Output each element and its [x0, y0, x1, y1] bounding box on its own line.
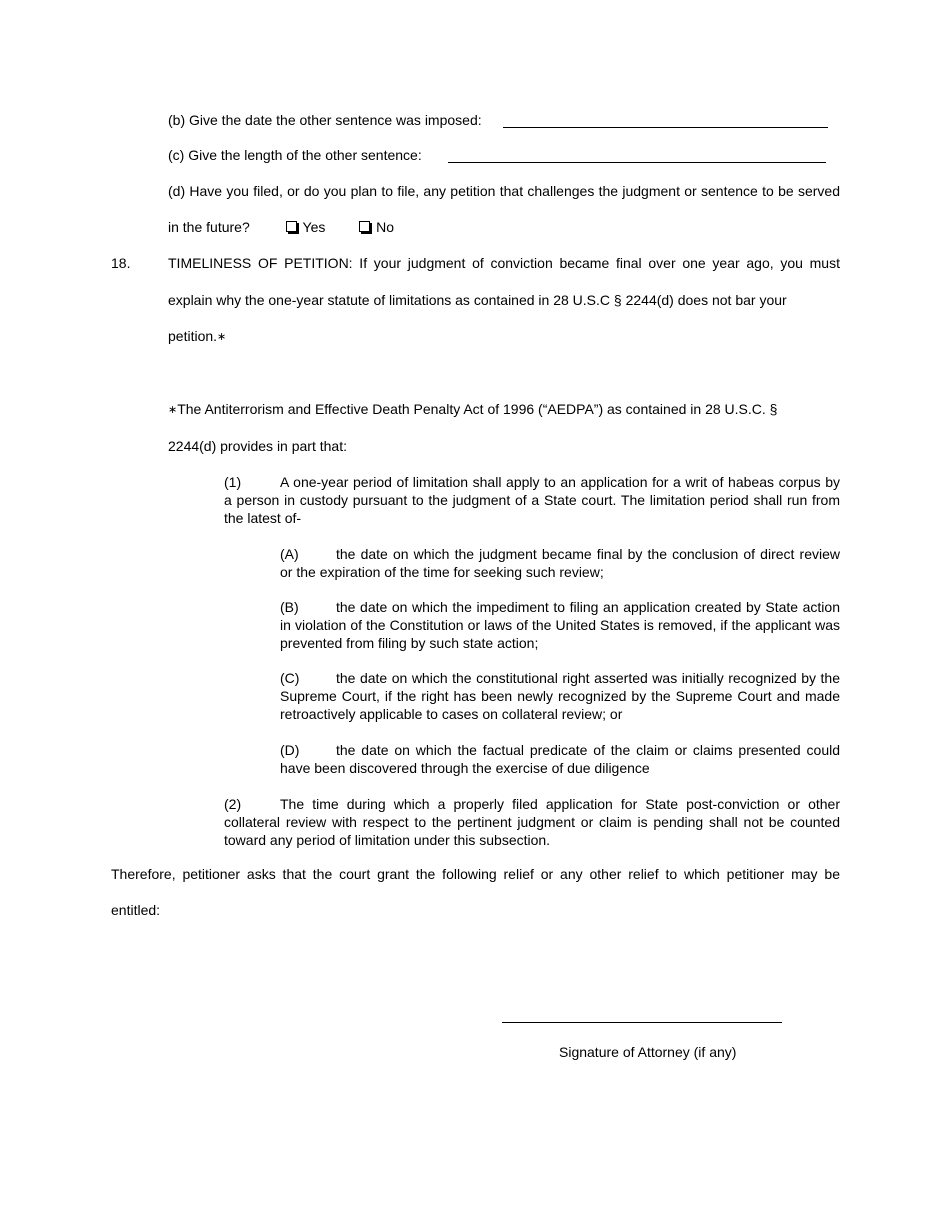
relief-line2: entitled: [111, 902, 161, 918]
signature-label: Signature of Attorney (if any) [559, 1044, 737, 1060]
footnote-line1-text: The Antiterrorism and Effective Death Penalty Act of 1996 (“AEDPA”) as contained in 28 U.S.C. § [177, 401, 778, 417]
q17c-answer-line[interactable] [448, 162, 826, 163]
q17b-label: (b) Give the date the other sentence was imposed: [168, 112, 482, 128]
footnote-line2: 2244(d) provides in part that: [168, 438, 347, 454]
aedpa-clause-d [280, 741, 840, 777]
yes-label: Yes [302, 219, 326, 235]
q17d-line2 [168, 219, 394, 235]
no-option[interactable] [359, 219, 394, 235]
q18-line3 [168, 328, 226, 344]
q18-number: 18. [111, 255, 131, 271]
yes-option[interactable] [286, 219, 326, 235]
footnote-asterisk: ∗ [168, 404, 178, 416]
aedpa-p1-text: A one-year period of limitation shall apply to an application for a writ of habeas corpus by a person in custody pursuant to the judgment of a State court. The limitation period shall run from the latest of- [224, 474, 840, 526]
aedpa-clause-a [280, 545, 840, 581]
aedpa-d-label: (D) [280, 742, 300, 758]
q18-line2: explain why the one-year statute of limitations as contained in 28 U.S.C § 2244(d) does not bar your [168, 292, 787, 308]
aedpa-clause-b [280, 598, 840, 652]
yes-checkbox[interactable] [286, 221, 297, 232]
aedpa-paragraph-2 [224, 795, 840, 849]
aedpa-a-label: (A) [280, 546, 299, 562]
q17b-answer-line[interactable] [503, 127, 828, 128]
q18-petition-word: petition. [168, 328, 218, 344]
q18-line1: TIMELINESS OF PETITION: If your judgment of conviction became final over one year ago, you must [168, 255, 840, 271]
aedpa-b-label: (B) [280, 599, 299, 615]
signature-line[interactable] [502, 1022, 782, 1023]
aedpa-c-text: the date on which the constitutional right asserted was initially recognized by the Supreme Court, if the right has been newly recognized by the Supreme Court and made retroactively applicable to cases on collateral review; or [280, 670, 840, 722]
q17d-line1: (d) Have you filed, or do you plan to file, any petition that challenges the judgment or sentence to be served [168, 183, 840, 199]
footnote-marker: ∗ [217, 331, 227, 343]
aedpa-d-text: the date on which the factual predicate of the claim or claims presented could have been discovered through the exercise of due diligence [280, 742, 840, 776]
aedpa-b-text: the date on which the impediment to filing an application created by State action in violation of the Constitution or laws of the United States is removed, if the applicant was prevented from filing by such state action; [280, 599, 840, 651]
aedpa-c-label: (C) [280, 670, 300, 686]
no-checkbox[interactable] [359, 221, 370, 232]
q17d-question-end: in the future? [168, 219, 250, 235]
no-label: No [376, 219, 395, 235]
aedpa-p2-text: The time during which a properly filed application for State post-conviction or other collateral review with respect to the pertinent judgment or claim is pending shall not be counted toward any period of limitation under this subsection. [224, 796, 840, 848]
aedpa-clause-c [280, 669, 840, 723]
aedpa-a-text: the date on which the judgment became final by the conclusion of direct review or the expiration of the time for seeking such review; [280, 546, 840, 580]
aedpa-p1-label: (1) [224, 474, 242, 490]
aedpa-paragraph-1 [224, 473, 840, 527]
relief-line1: Therefore, petitioner asks that the court grant the following relief or any other relief to which petitioner may be [111, 866, 840, 882]
footnote-line1 [168, 401, 777, 417]
q17c-label: (c) Give the length of the other sentence: [168, 147, 422, 163]
aedpa-p2-label: (2) [224, 796, 242, 812]
